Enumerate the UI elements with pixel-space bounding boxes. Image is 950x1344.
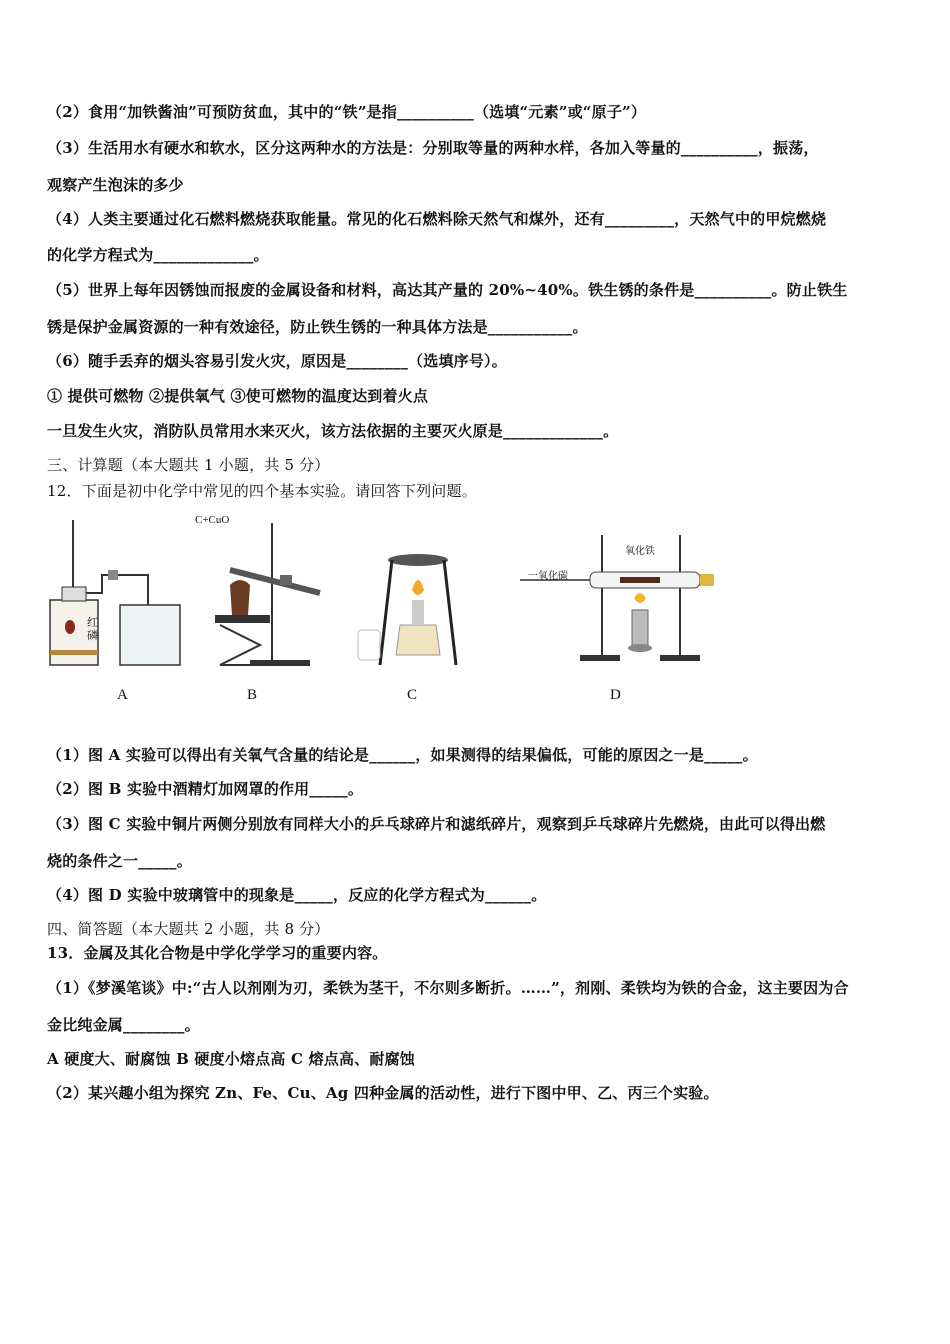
line-q12-2: （2）图 B 实验中酒精灯加网罩的作用_____。 xyxy=(47,780,364,798)
figure-label-b: B xyxy=(247,687,258,703)
figure-a-apparatus xyxy=(40,515,190,675)
figure-d-text-left: 一氧化碳 xyxy=(528,571,568,582)
figure-a-text: 红磷 xyxy=(87,617,98,642)
line-q4b: 的化学方程式为_____________。 xyxy=(47,246,269,264)
line-q6c: 一旦发生火灾，消防队员常用水来灭火，该方法依据的主要灭火原是_____________。 xyxy=(47,422,619,440)
line-q13-1a: （1）《梦溪笔谈》中:“古人以剂刚为刃，柔铁为茎干，不尔则多断折。……”，剂刚、柔铁均为铁的合金，这主要因为合 xyxy=(47,979,849,997)
figure-b-apparatus xyxy=(200,515,340,675)
line-q2: （2）食用“加铁酱油”可预防贫血，其中的“铁”是指__________（选填“元素”或“原子”） xyxy=(47,103,647,121)
section-4-heading: 四、简答题（本大题共 2 小题，共 8 分） xyxy=(47,920,330,938)
line-q12-3b: 烧的条件之一_____。 xyxy=(47,852,192,870)
line-q6b: ① 提供可燃物 ②提供氧气 ③使可燃物的温度达到着火点 xyxy=(47,387,429,405)
figure-c-apparatus xyxy=(350,545,460,675)
line-q5a: （5）世界上每年因锈蚀而报废的金属设备和材料，高达其产量的 20%~40%。铁生锈的条件是__________。防止铁生 xyxy=(47,281,848,299)
figure-b-text: C+CuO xyxy=(195,514,230,526)
question-12: 12．下面是初中化学中常见的四个基本实验。请回答下列问题。 xyxy=(47,482,477,500)
figure-label-d: D xyxy=(610,687,621,703)
line-q6a: （6）随手丢弃的烟头容易引发火灾，原因是________（选填序号）。 xyxy=(47,352,507,370)
line-q12-1: （1）图 A 实验可以得出有关氧气含量的结论是______，如果测得的结果偏低，可能的原因之一是_____。 xyxy=(47,746,758,764)
figure-d-text-top: 氧化铁 xyxy=(625,546,655,557)
line-q13-options: A 硬度大、耐腐蚀 B 硬度小熔点高 C 熔点高、耐腐蚀 xyxy=(47,1050,415,1068)
line-q4a: （4）人类主要通过化石燃料燃烧获取能量。常见的化石燃料除天然气和煤外，还有_________，天然气中的甲烷燃烧 xyxy=(47,210,827,228)
line-q13-2: （2）某兴趣小组为探究 Zn、Fe、Cu、Ag 四种金属的活动性，进行下图中甲、乙、丙三个实验。 xyxy=(47,1084,719,1102)
figure-label-a: A xyxy=(117,687,128,703)
line-q3b: 观察产生泡沫的多少 xyxy=(47,176,184,194)
line-q13-1b: 金比纯金属________。 xyxy=(47,1016,200,1034)
figure-label-c: C xyxy=(407,687,418,703)
experiment-figures xyxy=(40,510,740,710)
line-q3a: （3）生活用水有硬水和软水，区分这两种水的方法是：分别取等量的两种水样，各加入等量的__________，振荡， xyxy=(47,139,819,157)
line-q12-3a: （3）图 C 实验中铜片两侧分别放有同样大小的乒乓球碎片和滤纸碎片，观察到乒乓球碎片先燃烧，由此可以得出燃 xyxy=(47,815,826,833)
line-q5b: 锈是保护金属资源的一种有效途径，防止铁生锈的一种具体方法是___________。 xyxy=(47,318,588,336)
section-3-heading: 三、计算题（本大题共 1 小题，共 5 分） xyxy=(47,456,330,474)
question-13: 13．金属及其化合物是中学化学学习的重要内容。 xyxy=(47,944,388,962)
line-q12-4: （4）图 D 实验中玻璃管中的现象是_____，反应的化学方程式为______。 xyxy=(47,886,547,904)
